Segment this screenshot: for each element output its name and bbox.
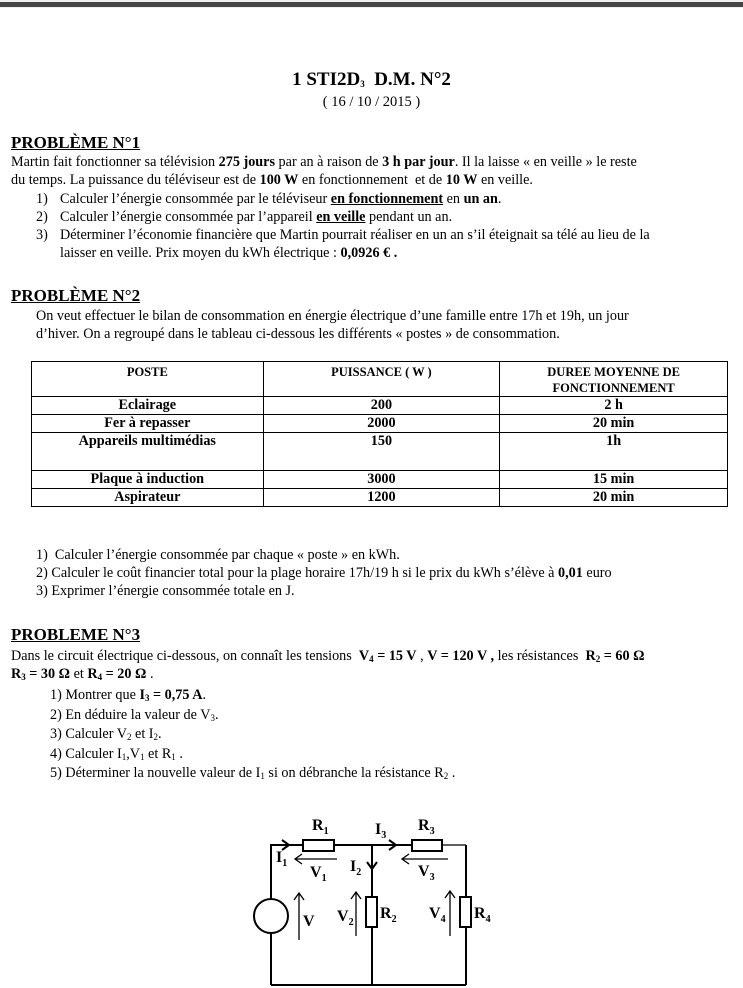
- question: 5) Déterminer la nouvelle valeur de $I_1$ si on débranche la résistance $R_2$ .: [50, 765, 456, 781]
- v2-arrow-icon: [351, 892, 361, 936]
- problem2-intro: On veut effectuer le bilan de consommation en énergie électrique d’une famille entre 17h et 19h, un jour d’hiver. On a regroupé dans le tableau ci-dessous les différents « postes » de consommation.: [36, 308, 629, 342]
- problem3-heading: PROBLEME N°3: [11, 625, 141, 644]
- v1-arrow-icon: [295, 854, 337, 864]
- question: 3) Déterminer l’économie financière que Martin pourrait réaliser en un an s’il éteignait sa télé au lieu de la laisser en veille. Prix moyen du kWh électrique : 0,0926 € .: [36, 227, 650, 261]
- problem1-heading: PROBLÈME N°1: [11, 133, 141, 152]
- table-row: Aspirateur 1200 20 min: [32, 489, 728, 507]
- title-subscript: 3: [360, 79, 365, 89]
- label-r4: $R_4$: [474, 905, 491, 925]
- header-puissance: PUISSANCE ( W ): [263, 362, 500, 397]
- label-v1: $V_1$: [310, 864, 327, 884]
- question: 3) Exprimer l’énergie consommée totale en J.: [36, 583, 295, 599]
- header-poste: POSTE: [32, 362, 264, 397]
- problem3-intro: Dans le circuit électrique ci-dessous, on connaît les tensions $V_4 = 15$ V , V = 120 V , les résistances $R_2 = 60$ Ω $R_3 = 30$ Ω et $R_4 = 20$ Ω .: [11, 648, 645, 682]
- label-v4: $V_4$: [429, 905, 446, 925]
- label-r3: $R_3$: [418, 817, 435, 837]
- label-v2: $V_2$: [337, 908, 354, 928]
- question: 1) Calculer l’énergie consommée par chaque « poste » en kWh.: [36, 547, 400, 563]
- title-prefix: 1 STI2D: [292, 69, 361, 90]
- label-v3: $V_3$: [418, 863, 435, 883]
- resistor-r4: [460, 897, 471, 927]
- document-date: ( 16 / 10 / 2015 ): [322, 94, 421, 110]
- v4-arrow-icon: [445, 891, 455, 936]
- resistor-r1: [303, 840, 334, 851]
- table-row: Plaque à induction 3000 15 min: [32, 471, 728, 489]
- question: 3) Calculer $V_2$ et $I_2$.: [50, 726, 162, 742]
- question: 2) En déduire la valeur de $V_3$.: [50, 706, 219, 723]
- question: 2) Calculer le coût financier total pour la plage horaire 17h/19 h si le prix du kWh s’élève à 0,01 euro: [36, 565, 612, 581]
- label-r2: $R_2$: [380, 905, 397, 925]
- label-v: V: [303, 913, 315, 930]
- resistor-r2: [366, 897, 377, 927]
- label-i3: $I_3$: [375, 821, 387, 841]
- question: 4) Calculer $I_1,V_1$ et $R_1$ .: [50, 745, 183, 762]
- question: 2) Calculer l’énergie consommée par l’appareil en veille pendant un an.: [36, 209, 453, 225]
- question: 1) Calculer l’énergie consommée par le téléviseur en fonctionnement en un an.: [36, 191, 502, 207]
- voltage-source-icon: [254, 899, 288, 933]
- label-r1: $R_1$: [312, 817, 329, 837]
- title-suffix: D.M. N°2: [364, 69, 451, 90]
- label-i1: $I_1$: [276, 849, 288, 869]
- problem1-intro: Martin fait fonctionner sa télévision 275 jours par an à raison de 3 h par jour. Il la laisse « en veille » le reste du temps. La puissance du téléviseur est de 100 W en fonctionnement et de 10 W en veille.: [11, 154, 637, 188]
- header-duree: DUREE MOYENNE DE FONCTIONNEMENT: [500, 362, 728, 397]
- table-row: Appareils multimédias 150 1h: [32, 433, 728, 471]
- resistor-r3: [412, 840, 442, 851]
- label-i2: $I_2$: [350, 858, 362, 878]
- question: 1) Montrer que $I_3 = 0,75$ A.: [50, 687, 207, 703]
- problem2-heading: PROBLÈME N°2: [11, 286, 141, 305]
- table-row: Fer à repasser 2000 20 min: [32, 415, 728, 433]
- table-row: Eclairage 200 2 h: [32, 397, 728, 415]
